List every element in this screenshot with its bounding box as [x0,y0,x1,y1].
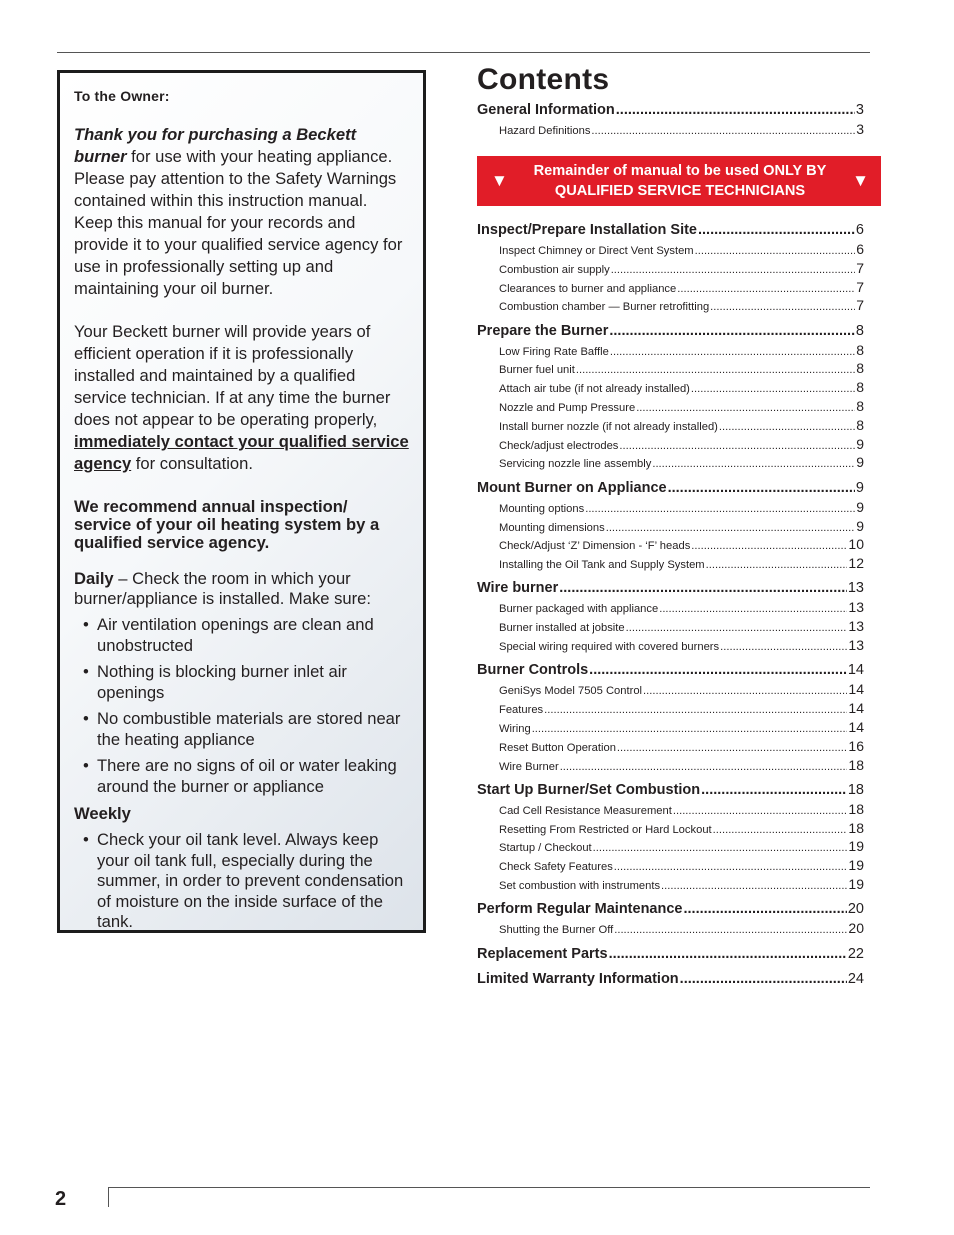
service-text: Your Beckett burner will provide years of efficient operation if it is professionally installed and maintained by a qualified service technician. If at any time the burner does not appear to be operating properly, [74,322,391,429]
toc-entry-label: GeniSys Model 7505 Control [499,685,643,698]
toc-entry-wire-burner[interactable] [477,579,864,598]
toc-entry-label: Combustion chamber — Burner retrofitting [499,301,710,314]
toc-entry-label: Burner Controls [477,662,589,679]
toc-entry-label: Cad Cell Resistance Measurement [499,804,672,817]
toc-entry-set-combustion-with-instruments[interactable] [477,875,864,894]
toc-entry-page: 19 [848,838,864,855]
toc-entry-label: Installing the Oil Tank and Supply System [499,559,705,572]
toc-entry-label: Low Firing Rate Baffle [499,345,609,358]
toc-entry-label: Hazard Definitions [499,125,591,137]
toc-entry-mounting-dimensions[interactable] [477,517,864,536]
toc-entry-burner-fuel-unit[interactable] [477,359,864,378]
toc-entry-page: 18 [847,781,864,798]
toc-entry-check-adjust-electrodes[interactable] [477,435,864,454]
footer-vertical-rule [108,1187,109,1207]
service-tail: for consultation. [131,454,253,473]
daily-paragraph [74,569,409,609]
page-number: 2 [55,1188,67,1210]
owner-heading: To the Owner: [74,88,170,104]
toc-entry-mounting-options[interactable] [477,498,864,517]
toc-entry-page: 13 [848,599,864,616]
toc-entry-features[interactable] [477,699,864,718]
banner-line-2: QUALIFIED SERVICE TECHNICIANS [554,183,806,199]
toc-entry-page: 7 [856,259,864,276]
toc-entry-page: 9 [855,479,864,496]
toc-entry-check-adjust-z-dimension-f-heads[interactable] [477,535,864,554]
toc-entry-label: Features [499,704,544,717]
toc-entry-label: Resetting From Restricted or Hard Lockout [499,823,712,836]
toc-entry-label: Attach air tube (if not already installed) [499,383,690,396]
contents-title: Contents [477,63,610,96]
toc-entry-inspect-prepare-installation-site[interactable] [477,221,864,240]
weekly-item: • Check your oil tank level. Always keep your oil tank full, especially during the summer, in order to prevent condensation of moisture on the inside surface of the tank. [83,830,409,933]
toc-entry-page: 6 [856,241,864,257]
toc-entry-page: 16 [848,737,864,754]
technician-only-banner [477,156,881,206]
toc-entry-burner-packaged-with-appliance[interactable] [477,598,864,617]
toc-entry-page: 7 [856,297,864,314]
toc-entry-special-wiring-required-with-covered-burners[interactable] [477,636,864,655]
toc-entry-page: 8 [856,341,864,358]
toc-general [477,101,864,139]
toc-entry-page: 18 [848,819,864,836]
toc-entry-page: 24 [847,971,864,988]
toc-entry-page: 13 [847,580,864,597]
toc-entry-page: 22 [847,945,864,962]
toc-entry-label: Mount Burner on Appliance [477,479,667,496]
daily-item: • There are no signs of oil or water leaking around the burner or appliance [83,756,409,797]
toc-entry-page: 20 [847,901,864,918]
toc-entry-replacement-parts[interactable] [477,945,864,964]
toc-entry-page: 14 [848,700,864,717]
toc-entry-shutting-the-burner-off[interactable] [477,919,864,938]
toc-entry-page: 18 [848,800,864,817]
weekly-label: Weekly [74,804,131,823]
toc-entry-combustion-air-supply[interactable] [477,259,864,278]
toc-entry-page: 8 [856,416,864,433]
toc-entry-label: Check/adjust electrodes [499,439,619,452]
banner-line-1: Remainder of manual to be used ONLY BY [533,163,827,179]
toc-entry-startup-checkout[interactable] [477,837,864,856]
toc-entry-mount-burner-on-appliance[interactable] [477,479,864,498]
footer-rule [108,1187,870,1188]
toc-entry-label: Burner packaged with appliance [499,603,659,616]
owner-notice-box [57,70,426,933]
toc-entry-label: Burner installed at jobsite [499,622,625,635]
toc-entry-page: 8 [855,322,864,339]
toc-entry-page: 8 [856,360,864,377]
toc-entry-wiring[interactable] [477,718,864,737]
toc-entry-prepare-the-burner[interactable] [477,322,864,341]
toc-entry-page: 3 [856,121,864,137]
toc-entry-page: 3 [855,102,864,118]
toc-entry-label: Install burner nozzle (if not already installed) [499,420,718,433]
toc-entry-label: Wire Burner [499,760,559,773]
toc-entry-page: 9 [856,454,864,471]
toc-entry-label: Nozzle and Pump Pressure [499,402,636,415]
toc-entry-label: Inspect/Prepare Installation Site [477,222,697,238]
toc-entry-page: 19 [848,857,864,874]
toc-entry-label: Wire burner [477,580,559,597]
toc-entry-label: Servicing nozzle line assembly [499,458,652,471]
toc-entry-combustion-chamber-burner-retrofitting[interactable] [477,296,864,315]
toc-entry-general-information[interactable] [477,101,864,120]
daily-item: • Nothing is blocking burner inlet air openings [83,662,409,703]
toc-entry-label: Reset Button Operation [499,741,616,754]
daily-item: • Air ventilation openings are clean and unobstructed [83,615,409,656]
contact-agency-emphasis: immediately contact your qualified service agency [74,432,409,473]
toc-entry-page: 8 [856,379,864,396]
toc-entry-page: 14 [847,662,864,679]
toc-entry-label: Shutting the Burner Off [499,924,614,937]
toc-entry-label: Mounting options [499,502,585,515]
toc-entry-label: Set combustion with instruments [499,880,661,893]
toc-entry-label: Clearances to burner and appliance [499,282,677,295]
toc-entry-label: Replacement Parts [477,945,608,962]
toc-entry-limited-warranty-information[interactable] [477,970,864,989]
toc-entry-label: Start Up Burner/Set Combustion [477,781,701,798]
toc-entry-page: 9 [856,498,864,515]
toc-entry-burner-installed-at-jobsite[interactable] [477,617,864,636]
thanks-lead: Thank you for purchasing a Beckett [74,125,357,144]
daily-checklist [74,615,409,797]
toc-entry-label: Burner fuel unit [499,364,575,377]
toc-entry-wire-burner[interactable] [477,756,864,775]
toc-entry-page: 14 [848,681,864,698]
thanks-lead-burner: burner [74,147,127,166]
toc-entry-page: 20 [848,920,864,937]
toc-entry-label: Startup / Checkout [499,842,592,855]
toc-entry-reset-button-operation[interactable] [477,737,864,756]
toc-entry-page: 13 [848,637,864,654]
banner-text [534,161,827,201]
toc-entry-burner-controls[interactable] [477,661,864,680]
toc-entry-page: 19 [848,876,864,893]
toc-entry-page: 14 [848,718,864,735]
toc-entry-label: Inspect Chimney or Direct Vent System [499,245,694,257]
down-triangle-icon: ▼ [852,171,869,190]
toc-entry-label: General Information [477,102,615,118]
top-rule [57,52,870,53]
down-triangle-icon: ▼ [491,171,508,190]
toc-entry-attach-air-tube-if-not-already-installed[interactable] [477,378,864,397]
toc-entry-page: 13 [848,618,864,635]
toc-entry-label: Prepare the Burner [477,322,609,339]
toc-entry-page: 9 [856,435,864,452]
toc-entry-installing-the-oil-tank-and-supply-system[interactable] [477,554,864,573]
toc-entry-start-up-burner-set-combustion[interactable] [477,781,864,800]
owner-service-paragraph [74,321,409,475]
owner-thanks-paragraph [74,124,409,300]
toc-entry-resetting-from-restricted-or-hard-lockout[interactable] [477,819,864,838]
daily-item: • No combustible materials are stored near the heating appliance [83,709,409,750]
toc-entry-low-firing-rate-baffle[interactable] [477,341,864,360]
toc-entry-check-safety-features[interactable] [477,856,864,875]
toc-entry-label: Perform Regular Maintenance [477,901,683,918]
toc-entry-page: 18 [848,756,864,773]
toc-entry-label: Combustion air supply [499,263,610,276]
toc-entry-label: Special wiring required with covered burners [499,641,720,654]
toc-entry-label: Limited Warranty Information [477,971,679,988]
toc-entry-install-burner-nozzle-if-not-already-installed[interactable] [477,416,864,435]
weekly-checklist [74,830,409,933]
toc-entry-hazard-definitions[interactable] [477,120,864,139]
toc-entry-page: 6 [855,222,864,238]
toc-entry-page: 7 [856,278,864,295]
daily-text: – Check the room in which your burner/appliance is installed. Make sure: [74,569,372,608]
toc-entry-page: 12 [848,555,864,572]
toc-entry-page: 10 [848,536,864,553]
toc-entry-page: 9 [856,517,864,534]
toc-entry-clearances-to-burner-and-appliance[interactable] [477,278,864,297]
toc-entry-genisys-model-7505-control[interactable] [477,680,864,699]
toc-entry-perform-regular-maintenance[interactable] [477,900,864,919]
toc-entry-label: Check Safety Features [499,861,613,874]
toc-entry-label: Check/Adjust ‘Z’ Dimension - ‘F’ heads [499,540,691,553]
toc-entry-inspect-chimney-or-direct-vent-system[interactable] [477,240,864,259]
thanks-text: for use with your heating appliance. Please pay attention to the Safety Warnings contained within this instruction manual. Keep this manual for your records and provide it to your qualified service agency for use in professionally setting up and maintaining your oil burner. [74,147,403,298]
daily-label: Daily [74,569,114,588]
toc-entry-cad-cell-resistance-measurement[interactable] [477,800,864,819]
toc-technician-sections [477,221,864,989]
toc-entry-servicing-nozzle-line-assembly[interactable] [477,453,864,472]
toc-entry-page: 8 [856,398,864,415]
annual-inspection-recommendation: We recommend annual inspection/ service of your oil heating system by a qualified service agency. [74,497,380,552]
toc-entry-nozzle-and-pump-pressure[interactable] [477,397,864,416]
toc-entry-label: Mounting dimensions [499,521,605,534]
toc-entry-label: Wiring [499,722,531,735]
